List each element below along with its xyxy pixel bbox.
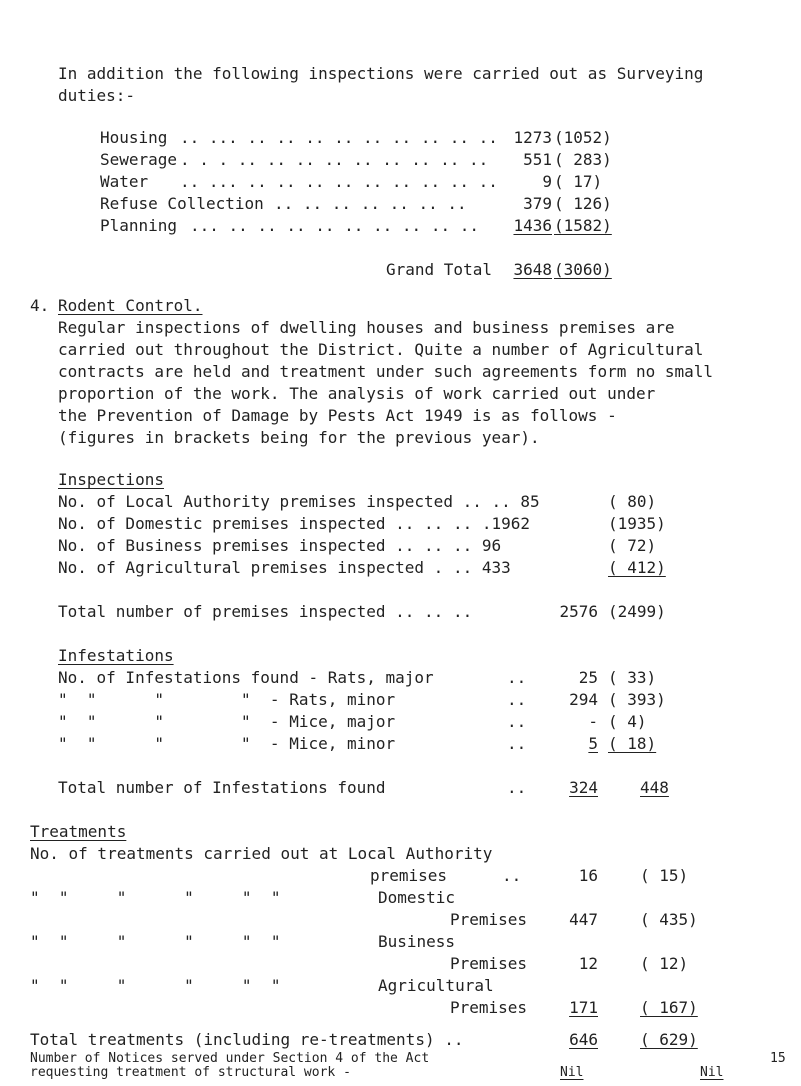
- surveying-dots: .. ... .. .. .. .. .. .. .. .. ..: [180, 172, 498, 191]
- surveying-dots: .. ... .. .. .. .. .. .. .. .. ..: [180, 128, 498, 147]
- inspections-row: No. of Agricultural premises inspected . .. 433: [58, 558, 511, 577]
- treatments-label: Business: [378, 932, 456, 951]
- treatments-prefix: " " " " " ": [30, 932, 281, 951]
- infestations-row: " " " " - Rats, minor: [58, 690, 396, 709]
- infestations-dots: ..: [507, 668, 527, 687]
- infestations-row: No. of Infestations found - Rats, major: [58, 668, 434, 687]
- infestations-value: 25: [578, 668, 598, 687]
- page-number: 15: [770, 1051, 786, 1066]
- surveying-label-refuse: Refuse Collection: [100, 194, 264, 213]
- treatments-prev: ( 12): [640, 954, 689, 973]
- treatments-prev: ( 435): [640, 910, 698, 929]
- inspections-heading: Inspections: [58, 470, 164, 489]
- rodent-para-line: proportion of the work. The analysis of work carried out under: [58, 384, 656, 403]
- inspections-prev: ( 412): [608, 558, 666, 577]
- infestations-value: 294: [569, 690, 598, 709]
- treatments-sub: Premises: [450, 998, 528, 1017]
- infestations-heading: Infestations: [58, 646, 174, 665]
- infestations-dots: ..: [507, 734, 527, 753]
- treatments-label: premises: [370, 866, 448, 885]
- inspections-prev: (1935): [608, 514, 666, 533]
- surveying-prev-planning: (1582): [554, 216, 612, 235]
- surveying-label-planning: Planning: [100, 216, 178, 235]
- rodent-para-line: contracts are held and treatment under such agreements form no small: [58, 362, 714, 381]
- treatments-value: 12: [578, 954, 598, 973]
- treatments-label: Agricultural: [378, 976, 494, 995]
- surveying-value-water: 9: [542, 172, 552, 191]
- intro-line-1: In addition the following inspections were carried out as Surveying: [58, 64, 704, 83]
- notices-value: Nil: [560, 1065, 584, 1080]
- grand-total-prev: (3060): [554, 260, 612, 279]
- treatments-total-label: Total treatments (including re-treatments) ..: [30, 1030, 464, 1049]
- treatments-value: 171: [569, 998, 598, 1017]
- surveying-label-housing: Housing: [100, 128, 168, 147]
- surveying-prev-water: ( 17): [554, 172, 603, 191]
- section-number: 4.: [30, 296, 50, 315]
- rodent-para-line: the Prevention of Damage by Pests Act 1949 is as follows -: [58, 406, 617, 425]
- inspections-row: No. of Local Authority premises inspected .. .. 85: [58, 492, 540, 511]
- inspections-row: No. of Domestic premises inspected .. .. .. .1962: [58, 514, 531, 533]
- surveying-value-housing: 1273: [513, 128, 552, 147]
- surveying-label-sewerage: Sewerage: [100, 150, 178, 169]
- infestations-prev: ( 4): [608, 712, 647, 731]
- infestations-row: " " " " - Mice, minor: [58, 734, 396, 753]
- infestations-dots: ..: [507, 690, 527, 709]
- notices-prev: Nil: [700, 1065, 724, 1080]
- infestations-total-label: Total number of Infestations found: [58, 778, 386, 797]
- infestations-prev: ( 33): [608, 668, 657, 687]
- treatments-dots: ..: [502, 866, 522, 885]
- treatments-prev: ( 15): [640, 866, 689, 885]
- infestations-total-value: 324: [569, 778, 598, 797]
- treatments-prefix: " " " " " ": [30, 888, 281, 907]
- inspections-total-value: 2576: [559, 602, 598, 621]
- notices-line-2: requesting treatment of structural work -: [30, 1065, 351, 1080]
- treatments-label: Domestic: [378, 888, 456, 907]
- surveying-prev-refuse: ( 126): [554, 194, 612, 213]
- treatments-value: 16: [578, 866, 598, 885]
- treatments-line-1: No. of treatments carried out at Local Authority: [30, 844, 493, 863]
- surveying-value-refuse: 379: [523, 194, 552, 213]
- treatments-total-value: 646: [569, 1030, 598, 1049]
- inspections-row: No. of Business premises inspected .. .. .. 96: [58, 536, 502, 555]
- notices-line-1: Number of Notices served under Section 4 of the Act: [30, 1051, 430, 1066]
- infestations-row: " " " " - Mice, major: [58, 712, 396, 731]
- surveying-value-planning: 1436: [513, 216, 552, 235]
- section-heading: Rodent Control.: [58, 296, 203, 315]
- surveying-prev-sewerage: ( 283): [554, 150, 612, 169]
- infestations-value: 5: [588, 734, 598, 753]
- grand-total-value: 3648: [513, 260, 552, 279]
- inspections-prev: ( 80): [608, 492, 657, 511]
- rodent-para-line: (figures in brackets being for the previous year).: [58, 428, 540, 447]
- treatments-sub: Premises: [450, 954, 528, 973]
- rodent-para-line: carried out throughout the District. Quite a number of Agricultural: [58, 340, 704, 359]
- surveying-value-sewerage: 551: [523, 150, 552, 169]
- surveying-prev-housing: (1052): [554, 128, 612, 147]
- infestations-value: -: [588, 712, 598, 731]
- infestations-prev: ( 393): [608, 690, 666, 709]
- infestations-total-prev: 448: [640, 778, 669, 797]
- treatments-prev: ( 167): [640, 998, 698, 1017]
- surveying-dots: .. .. .. .. .. .. ..: [274, 194, 467, 213]
- treatments-total-prev: ( 629): [640, 1030, 698, 1049]
- treatments-value: 447: [569, 910, 598, 929]
- inspections-total-prev: (2499): [608, 602, 666, 621]
- inspections-total-label: Total number of premises inspected .. .. ..: [58, 602, 473, 621]
- infestations-dots: ..: [507, 712, 527, 731]
- inspections-prev: ( 72): [608, 536, 657, 555]
- treatments-prefix: " " " " " ": [30, 976, 281, 995]
- grand-total-label: Grand Total: [386, 260, 492, 279]
- intro-line-2: duties:-: [58, 86, 136, 105]
- surveying-dots: ... .. .. .. .. .. .. .. .. ..: [190, 216, 479, 235]
- treatments-heading: Treatments: [30, 822, 127, 841]
- infestations-prev: ( 18): [608, 734, 657, 753]
- surveying-label-water: Water: [100, 172, 149, 191]
- infestations-total-dots: ..: [507, 778, 527, 797]
- rodent-para-line: Regular inspections of dwelling houses and business premises are: [58, 318, 675, 337]
- surveying-dots: . . . .. .. .. .. .. .. .. .. ..: [180, 150, 489, 169]
- treatments-sub: Premises: [450, 910, 528, 929]
